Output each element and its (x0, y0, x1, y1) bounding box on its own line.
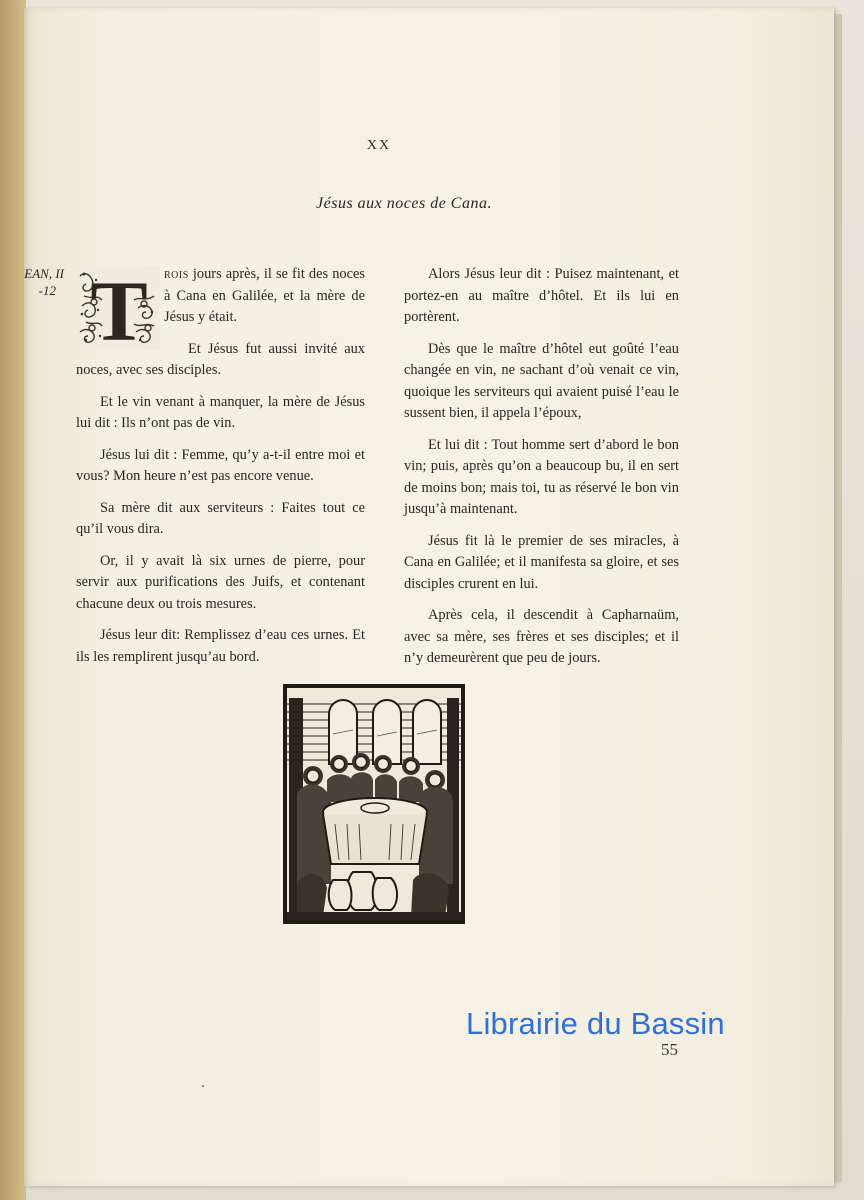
paragraph-10: Et lui dit : Tout homme sert d’abord le bon vin; puis, après qu’on a beaucoup bu, il en sert de moins bon; mais toi, tu as réservé le bon vin jusqu’à maintenant. (404, 436, 679, 517)
paragraph-3: Et le vin venant à manquer, la mère de Jésus lui dit : Ils n’ont pas de vin. (76, 393, 365, 431)
paragraph-9: Dès que le maître d’hôtel eut goûté l’eau changée en vin, ne sachant d’où venait ce vin, quoique les serviteurs qui avaient puisé l’eau le sussent bien, il appela l’époux, (404, 340, 679, 421)
dropcap-ornament-icon (76, 266, 160, 350)
paragraph-2: Et Jésus fut aussi invité aux noces, avec ses disciples. (76, 340, 365, 378)
paragraph-6: Or, il y avait là six urnes de pierre, pour servir aux purifications des Juifs, et contenant chacune deux ou trois mesures. (76, 552, 365, 612)
book-page (24, 8, 834, 1186)
paragraph-1-lead: rois (164, 266, 189, 282)
paragraph-1-text: jours après, il se fit des noces à Cana en Galilée, et la mère de Jésus y était. (164, 266, 365, 325)
text-column-right (404, 264, 679, 680)
paragraph-11: Jésus fit là le premier de ses miracles, à Cana en Galilée; et il manifesta sa gloire, et ses disciples crurent en lui. (404, 532, 679, 592)
paragraph-8: Alors Jésus leur dit : Puisez maintenant, et portez-en au maître d’hôtel. Et ils lui en portèrent. (404, 266, 679, 325)
marginal-reference (24, 265, 64, 299)
paragraph-5: Sa mère dit aux serviteurs : Faites tout ce qu’il vous dira. (76, 499, 365, 537)
paragraph-4: Jésus lui dit : Femme, qu’y a-t-il entre moi et vous? Mon heure n’est pas encore venue. (76, 446, 365, 484)
woodcut-illustration-icon (283, 684, 465, 924)
text-column-left (76, 264, 365, 678)
paragraph-7: Jésus leur dit: Remplissez d’eau ces urnes. Et ils les remplirent jusqu’au bord. (76, 627, 365, 665)
chapter-number: XX (366, 138, 392, 153)
book-spine (0, 0, 26, 1200)
page-number: 55 (661, 1040, 678, 1059)
chapter-title: Jésus aux noces de Cana. (316, 195, 492, 212)
marginal-reference-line-2: -12 (38, 283, 56, 298)
watermark: Librairie du Bassin (466, 1006, 725, 1041)
paper-speck (202, 1085, 204, 1087)
marginal-reference-line-1: EAN, II (24, 266, 64, 281)
paragraph-12: Après cela, il descendit à Capharnaüm, avec sa mère, ses frères et ses disciples; et il n’y demeurèrent que peu de jours. (404, 607, 679, 666)
dropcap-letter: T (90, 266, 148, 350)
